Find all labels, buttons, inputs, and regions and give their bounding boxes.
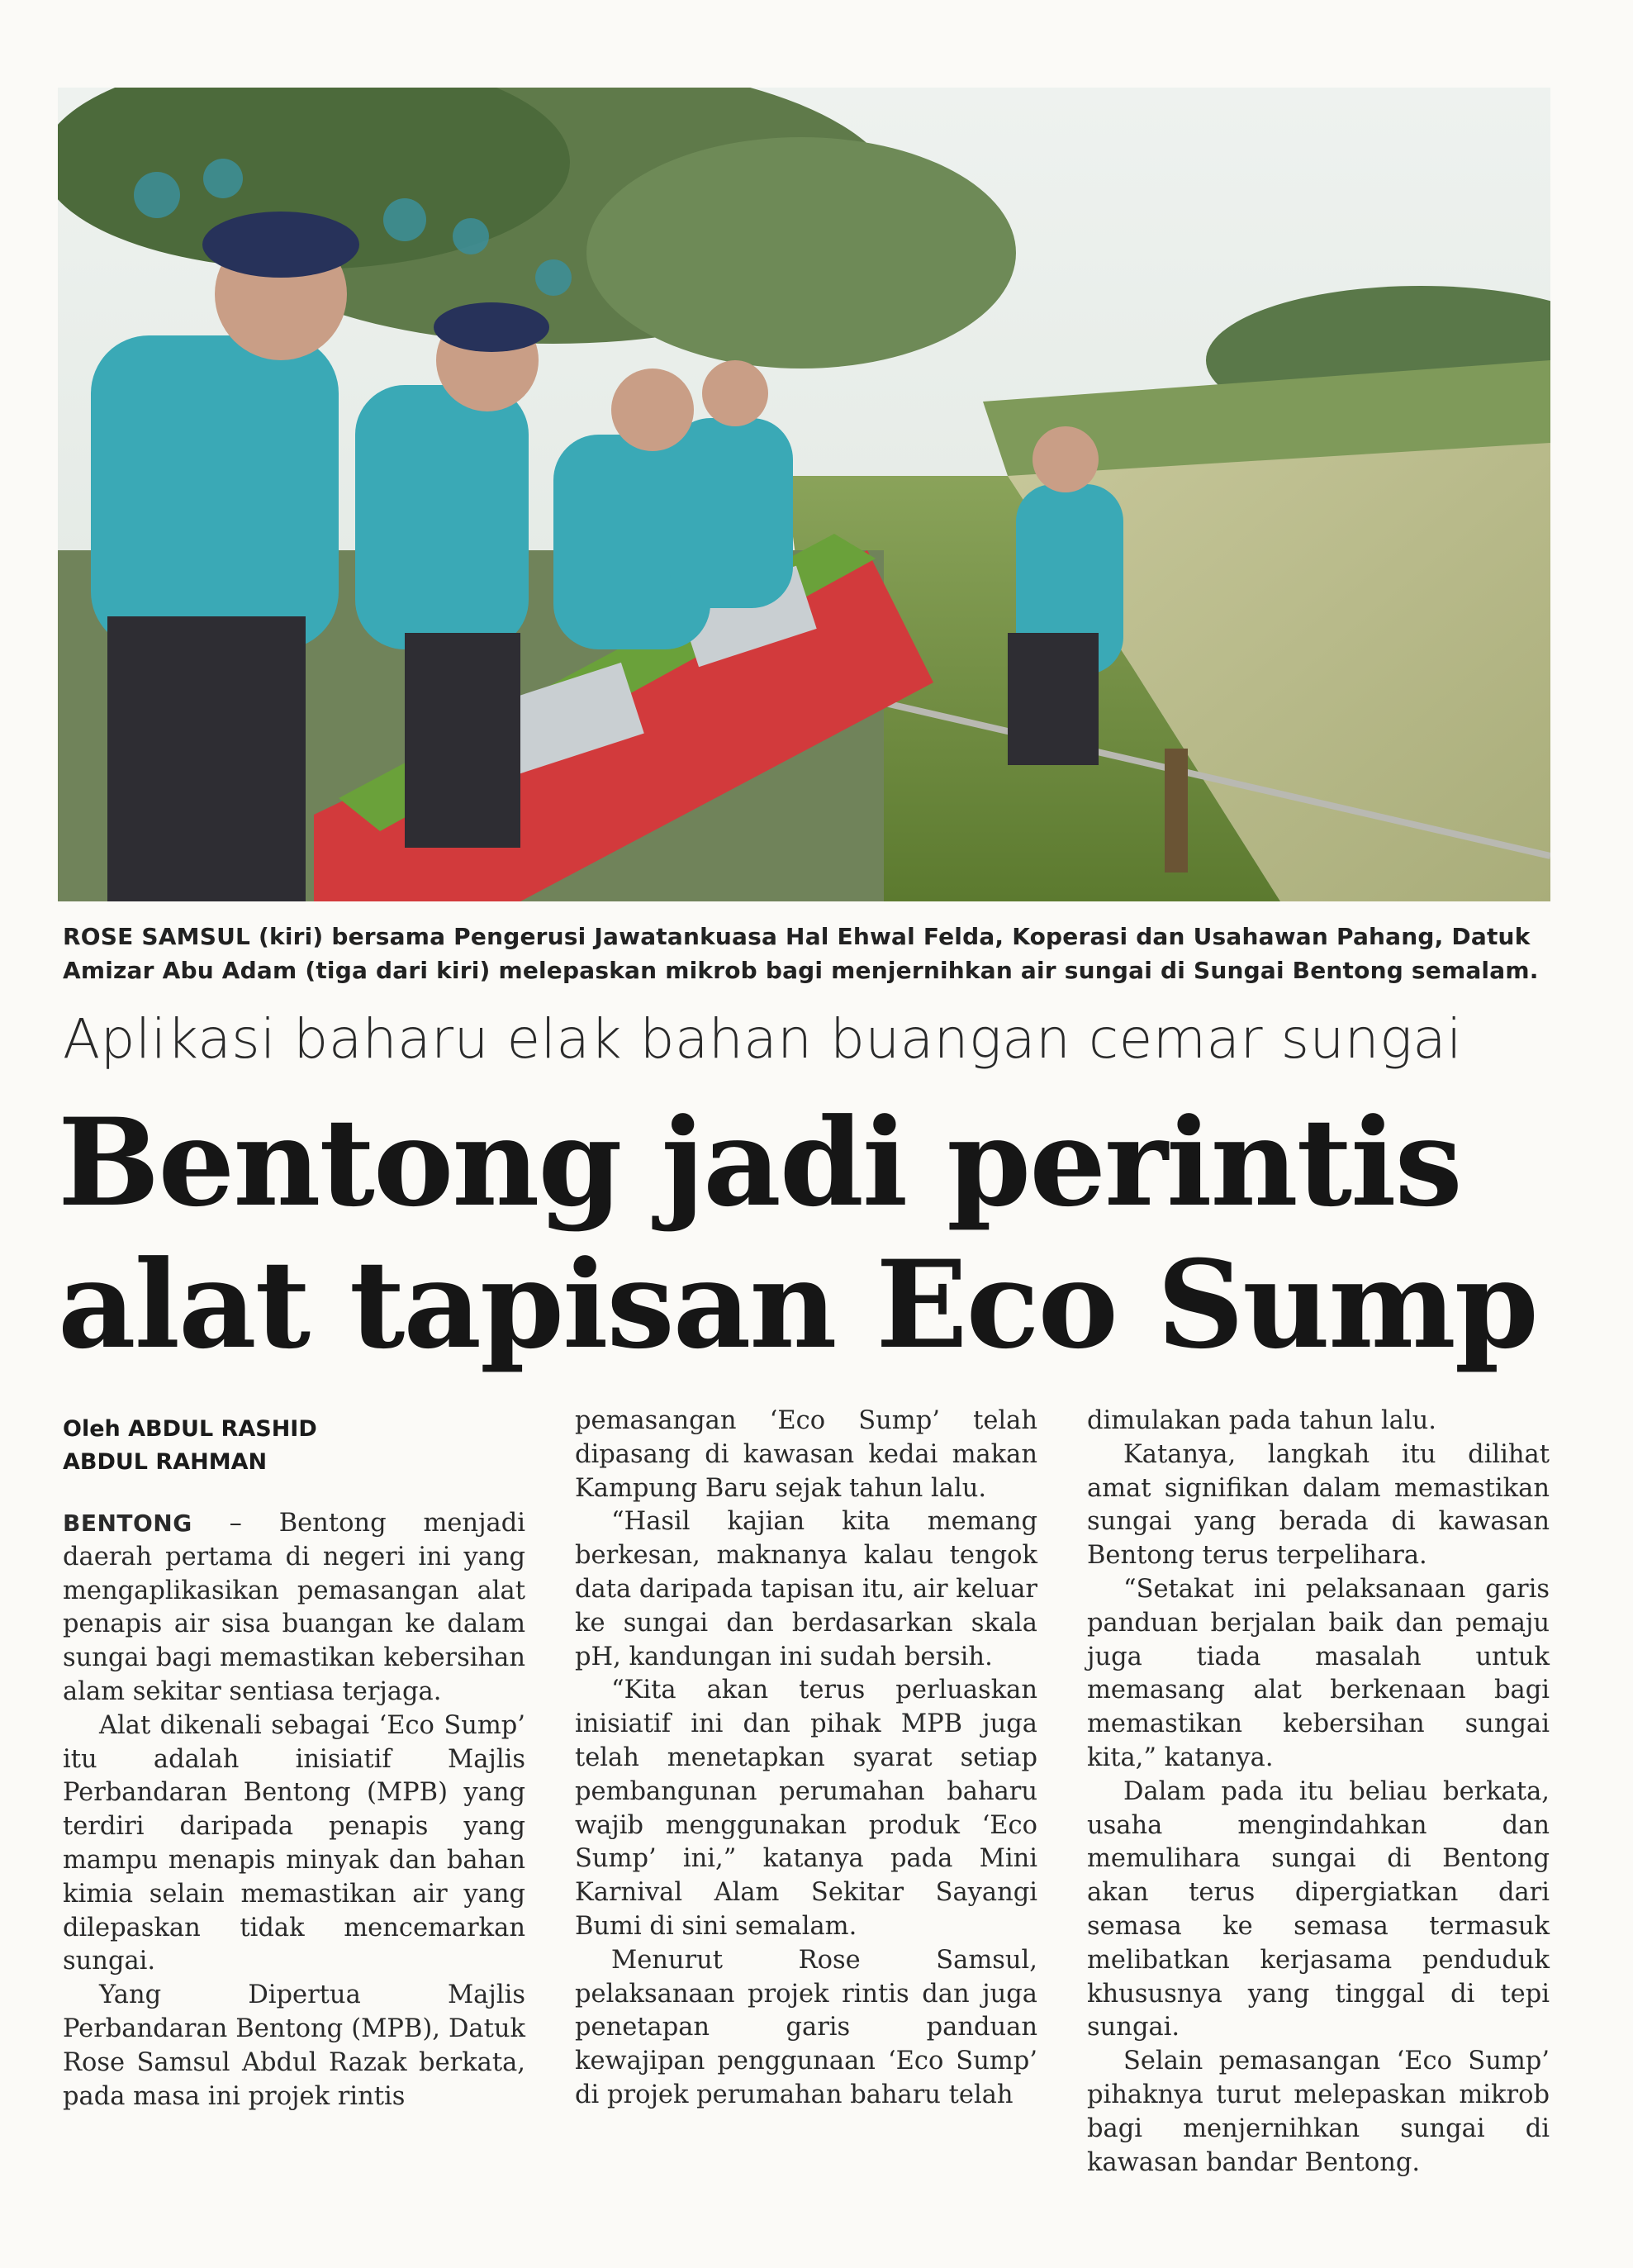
paragraph: Alat dikenali sebagai ‘Eco Sump’ itu adalah inisiatif Majlis Perbandaran Bentong (MPB) yang terdiri daripada penapis yang mampu menapis minyak dan bahan kimia selain memastikan air yang dilepaskan tidak mencemarkan sungai.: [63, 1710, 525, 1976]
headline: [58, 1092, 1569, 1376]
paragraph: pemasangan ‘Eco Sump’ telah dipasang di kawasan kedai makan Kampung Baru sejak tahun lalu.: [575, 1406, 1037, 1503]
paragraph: “Hasil kajian kita memang berkesan, maknanya kalau tengok data daripada tapisan itu, air keluar ke sungai dan berdasarkan skala pH, kandungan ini sudah bersih.: [575, 1507, 1037, 1671]
paragraph: Dalam pada itu beliau berkata, usaha mengindahkan dan memulihara sungai di Bentong akan terus dipergiatkan dari semasa ke semasa termasuk melibatkan kerjasama penduduk khususnya yang tinggal di tepi sungai.: [1087, 1776, 1550, 2042]
article-column-1: [63, 1405, 525, 2113]
paragraph: Yang Dipertua Majlis Perbandaran Bentong (MPB), Datuk Rose Samsul Abdul Razak berkata, pada masa ini projek rintis: [63, 1980, 525, 2111]
headline-line-1: Bentong jadi perintis: [58, 1092, 1461, 1234]
byline: [63, 1413, 525, 1479]
dateline: BENTONG: [63, 1510, 192, 1537]
headline-line-2: alat tapisan Eco Sump: [58, 1234, 1537, 1376]
byline-line-1: Oleh ABDUL RASHID: [63, 1416, 317, 1442]
article-column-3: [1087, 1405, 1550, 2180]
paragraph: “Kita akan terus perluaskan inisiatif ini dan pihak MPB juga telah menetapkan syarat setiap pembangunan perumahan baharu wajib menggunakan produk ‘Eco Sump’ ini,” katanya pada Mini Karnival Alam Sekitar Sayangi Bumi di sini semalam.: [575, 1676, 1037, 1941]
paragraph: “Setakat ini pelaksanaan garis panduan berjalan baik dan pemaju juga tiada masalah untuk memasang alat berkenaan bagi memastikan kebersihan sungai kita,” katanya.: [1087, 1574, 1550, 1772]
paragraph: dimulakan pada tahun lalu.: [1087, 1406, 1436, 1435]
photo-river-ceremony-icon: [58, 88, 1550, 901]
kicker-subtitle: Aplikasi baharu elak bahan buangan cemar sungai: [63, 1007, 1463, 1071]
photo-caption: ROSE SAMSUL (kiri) bersama Pengerusi Jawatankuasa Hal Ehwal Felda, Koperasi dan Usahawan Pahang, Datuk Amizar Abu Adam (tiga dari kiri) melepaskan mikrob bagi menjernihkan air sungai di Sungai Bentong semalam.: [63, 923, 1539, 984]
paragraph: Katanya, langkah itu dilihat amat signifikan dalam memastikan sungai yang berada di kawasan Bentong terus terpelihara.: [1087, 1439, 1550, 1571]
article-column-2: [575, 1405, 1037, 2113]
byline-line-2: ABDUL RAHMAN: [63, 1449, 268, 1475]
paragraph: [63, 1507, 525, 1709]
paragraph: Menurut Rose Samsul, pelaksanaan projek rintis dan juga penetapan garis panduan kewajipan penggunaan ‘Eco Sump’ di projek perumahan baharu telah: [575, 1945, 1037, 2109]
paragraph: Selain pemasangan ‘Eco Sump’ pihaknya turut melepaskan mikrob bagi menjernihkan sungai di kawasan bandar Bentong.: [1087, 2047, 1550, 2177]
paragraph-text: – Bentong menjadi daerah pertama di negeri ini yang mengaplikasikan pemasangan alat penapis air sisa buangan ke dalam sungai bagi memastikan kebersihan alam sekitar sentiasa terjaga.: [63, 1509, 525, 1706]
news-photo: [58, 88, 1550, 901]
